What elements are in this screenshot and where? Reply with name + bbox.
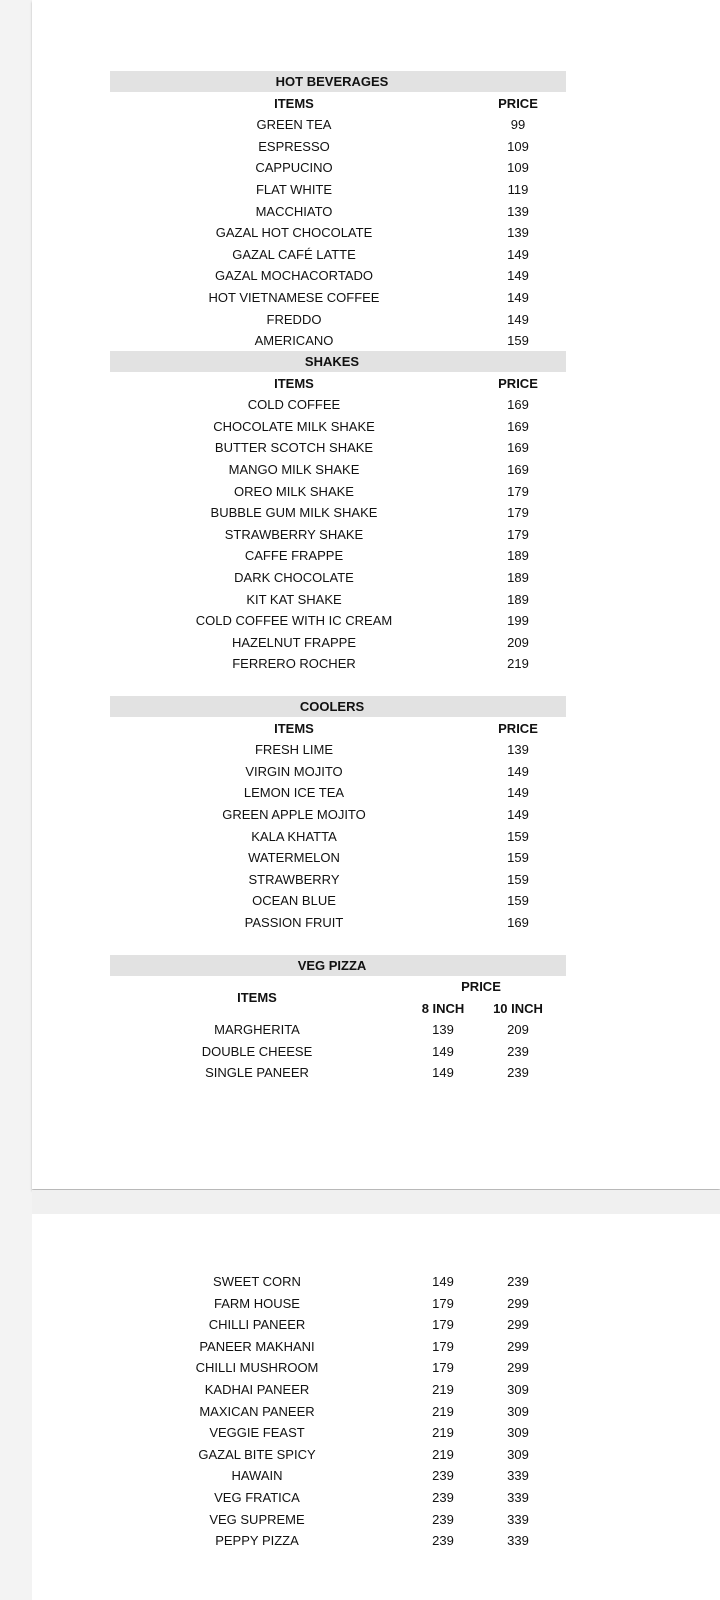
veg-pizza-item-price-10: 299 [507, 1295, 529, 1311]
hot-beverages-item-price: 139 [507, 203, 529, 219]
hot-beverages-item-name: FREDDO [266, 311, 322, 327]
veg-pizza-item-price-10: 299 [507, 1360, 529, 1376]
veg-pizza-item-name: CHILLI MUSHROOM [195, 1360, 319, 1376]
veg-pizza-item-name: GAZAL BITE SPICY [198, 1446, 316, 1462]
coolers-item-name: VIRGIN MOJITO [245, 763, 343, 779]
veg-pizza-item-price-8: 239 [432, 1468, 454, 1484]
document-page-2 [32, 1214, 720, 1600]
veg-pizza-item-price-8: 179 [432, 1317, 454, 1333]
veg-pizza-item-name: HAWAIN [231, 1468, 283, 1484]
veg-pizza-item-name: SINGLE PANEER [205, 1065, 309, 1081]
shakes-item-name: BUBBLE GUM MILK SHAKE [210, 505, 378, 521]
veg-pizza-size-8-header: 8 INCH [421, 1001, 465, 1016]
veg-pizza-item-price-8: 179 [432, 1295, 454, 1311]
coolers-item-price: 159 [507, 893, 529, 909]
veg-pizza-item-price-8: 179 [432, 1360, 454, 1376]
coolers-item-name: KALA KHATTA [251, 828, 337, 844]
hot-beverages-item-name: GAZAL MOCHACORTADO [215, 268, 373, 284]
hot-beverages-item-price: 139 [507, 225, 529, 241]
shakes-item-name: CAFFE FRAPPE [244, 548, 344, 564]
hot-beverages-item-price: 99 [510, 117, 526, 133]
coolers-item-name: PASSION FRUIT [244, 915, 344, 930]
hot-beverages-item-name: ESPRESSO [258, 138, 330, 154]
hot-beverages-price-header: PRICE [498, 95, 538, 111]
veg-pizza-item-name: FARM HOUSE [214, 1295, 300, 1311]
hot-beverages-item-price: 149 [507, 268, 529, 284]
veg-pizza-item-price-8: 219 [432, 1403, 454, 1419]
hot-beverages-item-price: 119 [507, 182, 529, 197]
hot-beverages-items-header: ITEMS [274, 95, 314, 111]
coolers-item-price: 159 [507, 850, 529, 866]
veg-pizza-item-price-10: 309 [507, 1446, 529, 1462]
veg-pizza-item-price-10: 339 [507, 1533, 529, 1549]
shakes-title: SHAKES [304, 354, 360, 369]
hot-beverages-item-name: GREEN TEA [256, 117, 332, 133]
coolers-item-name: LEMON ICE TEA [243, 785, 345, 801]
veg-pizza-item-name: DOUBLE CHEESE [201, 1043, 313, 1059]
veg-pizza-items-header: ITEMS [237, 990, 277, 1005]
veg-pizza-item-price-10: 239 [507, 1065, 529, 1081]
shakes-item-price: 189 [507, 570, 529, 585]
veg-pizza-item-price-10: 309 [507, 1382, 529, 1397]
shakes-item-price: 169 [507, 397, 529, 413]
hot-beverages-item-price: 159 [507, 333, 529, 349]
coolers-item-name: GREEN APPLE MOJITO [222, 807, 366, 822]
veg-pizza-item-price-10: 209 [507, 1022, 529, 1037]
veg-pizza-item-price-10: 339 [507, 1490, 529, 1505]
shakes-item-price: 219 [507, 656, 529, 672]
shakes-item-price: 209 [507, 634, 529, 650]
veg-pizza-item-price-8: 219 [432, 1382, 454, 1397]
shakes-item-name: FERRERO ROCHER [232, 656, 356, 672]
shakes-item-price: 169 [507, 440, 529, 456]
veg-pizza-item-price-8: 239 [432, 1490, 454, 1505]
coolers-price-header: PRICE [498, 720, 538, 736]
coolers-item-name: FRESH LIME [254, 742, 334, 758]
veg-pizza-item-name: VEGGIE FEAST [209, 1425, 305, 1441]
coolers-item-price: 149 [507, 763, 529, 779]
veg-pizza-item-price-10: 299 [507, 1338, 529, 1354]
shakes-item-name: CHOCOLATE MILK SHAKE [213, 418, 375, 434]
coolers-item-price: 159 [507, 871, 529, 887]
document-page-1 [32, 0, 720, 1189]
shakes-item-name: COLD COFFEE WITH IC CREAM [195, 613, 393, 629]
shakes-item-name: MANGO MILK SHAKE [228, 462, 360, 477]
veg-pizza-item-price-8: 139 [432, 1022, 454, 1037]
veg-pizza-item-name: VEG SUPREME [209, 1511, 305, 1527]
veg-pizza-item-name: MAXICAN PANEER [199, 1403, 315, 1419]
hot-beverages-item-name: FLAT WHITE [255, 182, 333, 197]
veg-pizza-item-price-10: 239 [507, 1274, 529, 1289]
veg-pizza-item-name: CHILLI PANEER [208, 1317, 306, 1333]
hot-beverages-item-price: 149 [507, 290, 529, 305]
veg-pizza-size-10-header: 10 INCH [493, 1001, 543, 1016]
veg-pizza-item-name: MARGHERITA [214, 1022, 300, 1037]
shakes-item-name: BUTTER SCOTCH SHAKE [214, 440, 374, 456]
shakes-items-header: ITEMS [274, 375, 314, 391]
veg-pizza-item-price-10: 299 [507, 1317, 529, 1333]
hot-beverages-item-name: GAZAL CAFÉ LATTE [232, 246, 356, 262]
veg-pizza-item-price-10: 339 [507, 1511, 529, 1527]
hot-beverages-item-name: MACCHIATO [255, 203, 333, 219]
veg-pizza-item-name: PEPPY PIZZA [215, 1533, 299, 1549]
coolers-title: COOLERS [299, 699, 365, 714]
shakes-item-name: DARK CHOCOLATE [234, 570, 354, 585]
page-gap [32, 1190, 720, 1214]
shakes-item-price: 189 [507, 548, 529, 564]
veg-pizza-price-header: PRICE [461, 979, 501, 994]
coolers-item-name: WATERMELON [248, 850, 340, 866]
hot-beverages-item-price: 149 [507, 311, 529, 327]
hot-beverages-item-name: CAPPUCINO [255, 160, 333, 176]
hot-beverages-item-name: AMERICANO [254, 333, 334, 349]
veg-pizza-item-price-8: 149 [432, 1274, 454, 1289]
shakes-item-price: 169 [507, 418, 529, 434]
shakes-item-name: COLD COFFEE [247, 397, 341, 413]
shakes-price-header: PRICE [498, 375, 538, 391]
viewer-left-margin [0, 0, 32, 1600]
coolers-item-name: STRAWBERRY [248, 871, 340, 887]
shakes-item-price: 199 [507, 613, 529, 629]
veg-pizza-item-name: VEG FRATICA [214, 1490, 300, 1505]
veg-pizza-item-price-8: 219 [432, 1425, 454, 1441]
shakes-item-name: HAZELNUT FRAPPE [231, 634, 357, 650]
veg-pizza-item-price-8: 239 [432, 1511, 454, 1527]
veg-pizza-item-price-8: 219 [432, 1446, 454, 1462]
coolers-item-price: 169 [507, 915, 529, 930]
veg-pizza-item-price-8: 149 [432, 1043, 454, 1059]
veg-pizza-item-name: PANEER MAKHANI [199, 1338, 315, 1354]
veg-pizza-item-price-8: 149 [432, 1065, 454, 1081]
hot-beverages-title: HOT BEVERAGES [275, 74, 389, 89]
coolers-item-price: 149 [507, 807, 529, 822]
hot-beverages-item-price: 109 [507, 138, 529, 154]
coolers-items-header: ITEMS [274, 720, 314, 736]
veg-pizza-item-price-8: 179 [432, 1338, 454, 1354]
hot-beverages-item-name: HOT VIETNAMESE COFFEE [208, 290, 380, 305]
coolers-item-price: 159 [507, 828, 529, 844]
hot-beverages-item-name: GAZAL HOT CHOCOLATE [215, 225, 373, 241]
shakes-item-name: OREO MILK SHAKE [234, 483, 354, 499]
shakes-item-price: 179 [507, 483, 529, 499]
hot-beverages-item-price: 109 [507, 160, 529, 176]
coolers-item-price: 149 [507, 785, 529, 801]
veg-pizza-item-price-10: 309 [507, 1425, 529, 1441]
coolers-item-name: OCEAN BLUE [252, 893, 336, 909]
veg-pizza-item-name: KADHAI PANEER [204, 1382, 310, 1397]
veg-pizza-item-price-10: 309 [507, 1403, 529, 1419]
shakes-item-name: KIT KAT SHAKE [246, 591, 342, 607]
veg-pizza-item-price-10: 239 [507, 1043, 529, 1059]
coolers-item-price: 139 [507, 742, 529, 758]
veg-pizza-item-name: SWEET CORN [213, 1274, 301, 1289]
shakes-item-price: 179 [507, 526, 529, 542]
shakes-item-price: 189 [507, 591, 529, 607]
shakes-item-price: 169 [507, 462, 529, 477]
hot-beverages-item-price: 149 [507, 246, 529, 262]
shakes-item-name: STRAWBERRY SHAKE [224, 526, 364, 542]
shakes-item-price: 179 [507, 505, 529, 521]
veg-pizza-title: VEG PIZZA [297, 958, 367, 973]
veg-pizza-item-price-8: 239 [432, 1533, 454, 1549]
veg-pizza-item-price-10: 339 [507, 1468, 529, 1484]
